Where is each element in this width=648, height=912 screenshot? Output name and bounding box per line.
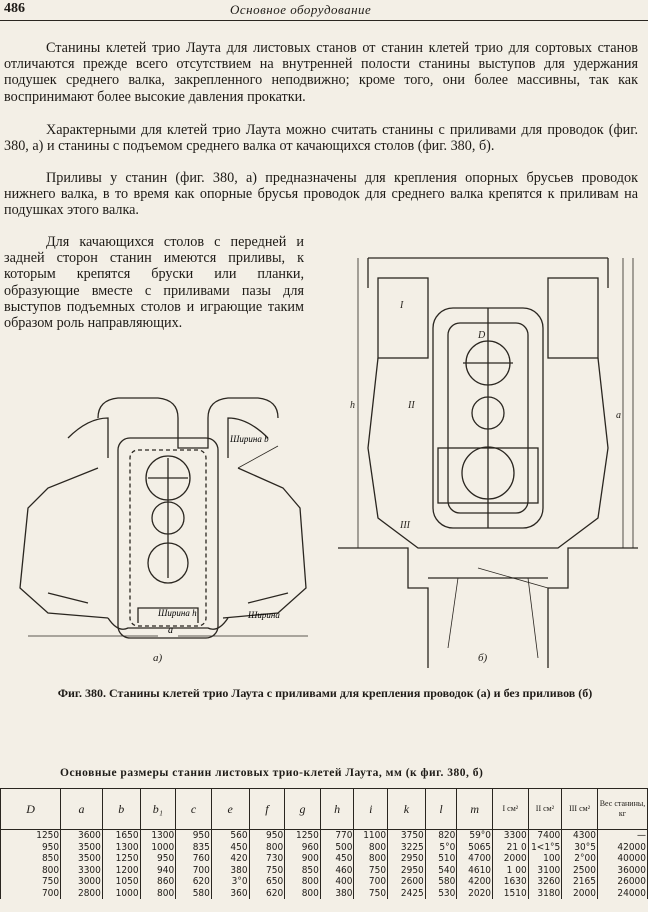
table-cell: 4300 30°5 2°00 2500 2165 2000 bbox=[562, 830, 598, 900]
table-header: II см² bbox=[528, 789, 562, 830]
table-cell: 1100 800 800 750 700 750 bbox=[354, 830, 388, 900]
roman-label-1: I bbox=[400, 300, 404, 311]
figure-caption-text: Фиг. 380. Станины клетей трио Лаута с приливами для крепления проводок (а) и без приливов (б) bbox=[57, 686, 593, 700]
table-cell: 59°0 5065 4700 4610 4200 2020 bbox=[457, 830, 493, 900]
table-header: b₁ bbox=[140, 789, 176, 830]
table-header: f bbox=[249, 789, 285, 830]
table-cell: 7400 1<1°5 100 3100 3260 3180 bbox=[528, 830, 562, 900]
roman-label-2: II bbox=[408, 400, 415, 411]
figure-380b bbox=[338, 248, 646, 668]
table-cell: — 42000 40000 36000 26000 24000 bbox=[597, 830, 647, 900]
paragraph-2: Характерными для клетей трио Лаута можно считать станины с приливами для проводок (фиг. 380, а) и станины с подъемом среднего валка от качающихся столов (фиг. 380, б). bbox=[4, 122, 638, 155]
stand-drawing-b bbox=[338, 248, 646, 668]
table-cell: 1650 1300 1250 1200 1050 1000 bbox=[102, 830, 140, 900]
table-cell: 560 450 420 380 3°0 360 bbox=[211, 830, 249, 900]
table-cell: 1300 1000 950 940 860 800 bbox=[140, 830, 176, 900]
page-header bbox=[0, 0, 648, 21]
callout-width-h: Ширина h bbox=[158, 608, 197, 618]
paragraph-4: Для качающихся столов с передней и задней сторон станин имеются приливы, к которым крепятся бруски или планки, образующие вместе с приливами пазы для выступов подъемных столов и играющие таким образом роль направляющих. bbox=[4, 234, 304, 332]
running-title: Основное оборудование bbox=[230, 2, 372, 17]
table-header: l bbox=[425, 789, 457, 830]
table-cell: 3300 21 0 2000 1 00 1630 1510 bbox=[493, 830, 529, 900]
stand-drawing-a bbox=[8, 378, 316, 668]
dimensions-table bbox=[0, 788, 648, 899]
roman-label-3: III bbox=[400, 520, 410, 531]
dim-a-label-b: a bbox=[616, 410, 621, 421]
figure-label-b: б) bbox=[478, 652, 488, 664]
table-cell: 3750 3225 2950 2950 2600 2425 bbox=[388, 830, 426, 900]
table-cell: 3600 3500 3500 3300 3000 2800 bbox=[61, 830, 103, 900]
table-cell bbox=[1, 830, 61, 900]
figure-380a bbox=[8, 378, 316, 668]
table-header: c bbox=[176, 789, 212, 830]
paragraph-3: Приливы у станин (фиг. 380, а) предназначены для крепления опорных брусьев проводок нижнего валка, в то время как опорные брусья проводок для среднего валка крепятся к приливам на подушках этого валка. bbox=[4, 170, 638, 219]
table-cell: 770 500 450 460 400 380 bbox=[320, 830, 354, 900]
table-header: k bbox=[388, 789, 426, 830]
callout-width-b: Ширина b bbox=[230, 434, 269, 444]
dim-a-label: a bbox=[168, 625, 173, 636]
table-header: Вес станины, кг bbox=[597, 789, 647, 830]
table-header: h bbox=[320, 789, 354, 830]
page-number: 486 bbox=[4, 1, 25, 16]
table-header: i bbox=[354, 789, 388, 830]
figure-caption bbox=[20, 686, 630, 700]
callout-width: Ширина bbox=[248, 610, 280, 620]
table-header: III см² bbox=[562, 789, 598, 830]
col-D-top: 1250 950 850 800 750 700 bbox=[36, 830, 60, 899]
paragraph-1: Станины клетей трио Лаута для листовых станов от станин клетей трио для сортовых станов отличаются прежде всего отсутствием на внутренней полости станины выступов для удержания подушек среднего валка, закрепленного неподвижно; кроме того, они более массивны, так как воспринимают более высокие давления прокатки. bbox=[4, 40, 638, 105]
dim-h-label: h bbox=[350, 400, 355, 411]
table-title: Основные размеры станин листовых трио-клетей Лаута, мм (к фиг. 380, б) bbox=[60, 767, 484, 779]
table-header: m bbox=[457, 789, 493, 830]
table-header: e bbox=[211, 789, 249, 830]
table-header: a bbox=[61, 789, 103, 830]
table-cell: 950 800 730 750 650 620 bbox=[249, 830, 285, 900]
table-cell: 820 5°0 510 540 580 530 bbox=[425, 830, 457, 900]
table-header: I см² bbox=[493, 789, 529, 830]
table-row bbox=[1, 830, 648, 900]
dim-D-label: D bbox=[478, 330, 486, 341]
table-header: D bbox=[1, 789, 61, 830]
table-header: g bbox=[285, 789, 321, 830]
table-header: b bbox=[102, 789, 140, 830]
table-header-row bbox=[1, 789, 648, 830]
figure-label-a: а) bbox=[153, 652, 163, 664]
table-cell: 1250 960 900 850 800 800 bbox=[285, 830, 321, 900]
table-cell: 950 835 760 700 620 580 bbox=[176, 830, 212, 900]
